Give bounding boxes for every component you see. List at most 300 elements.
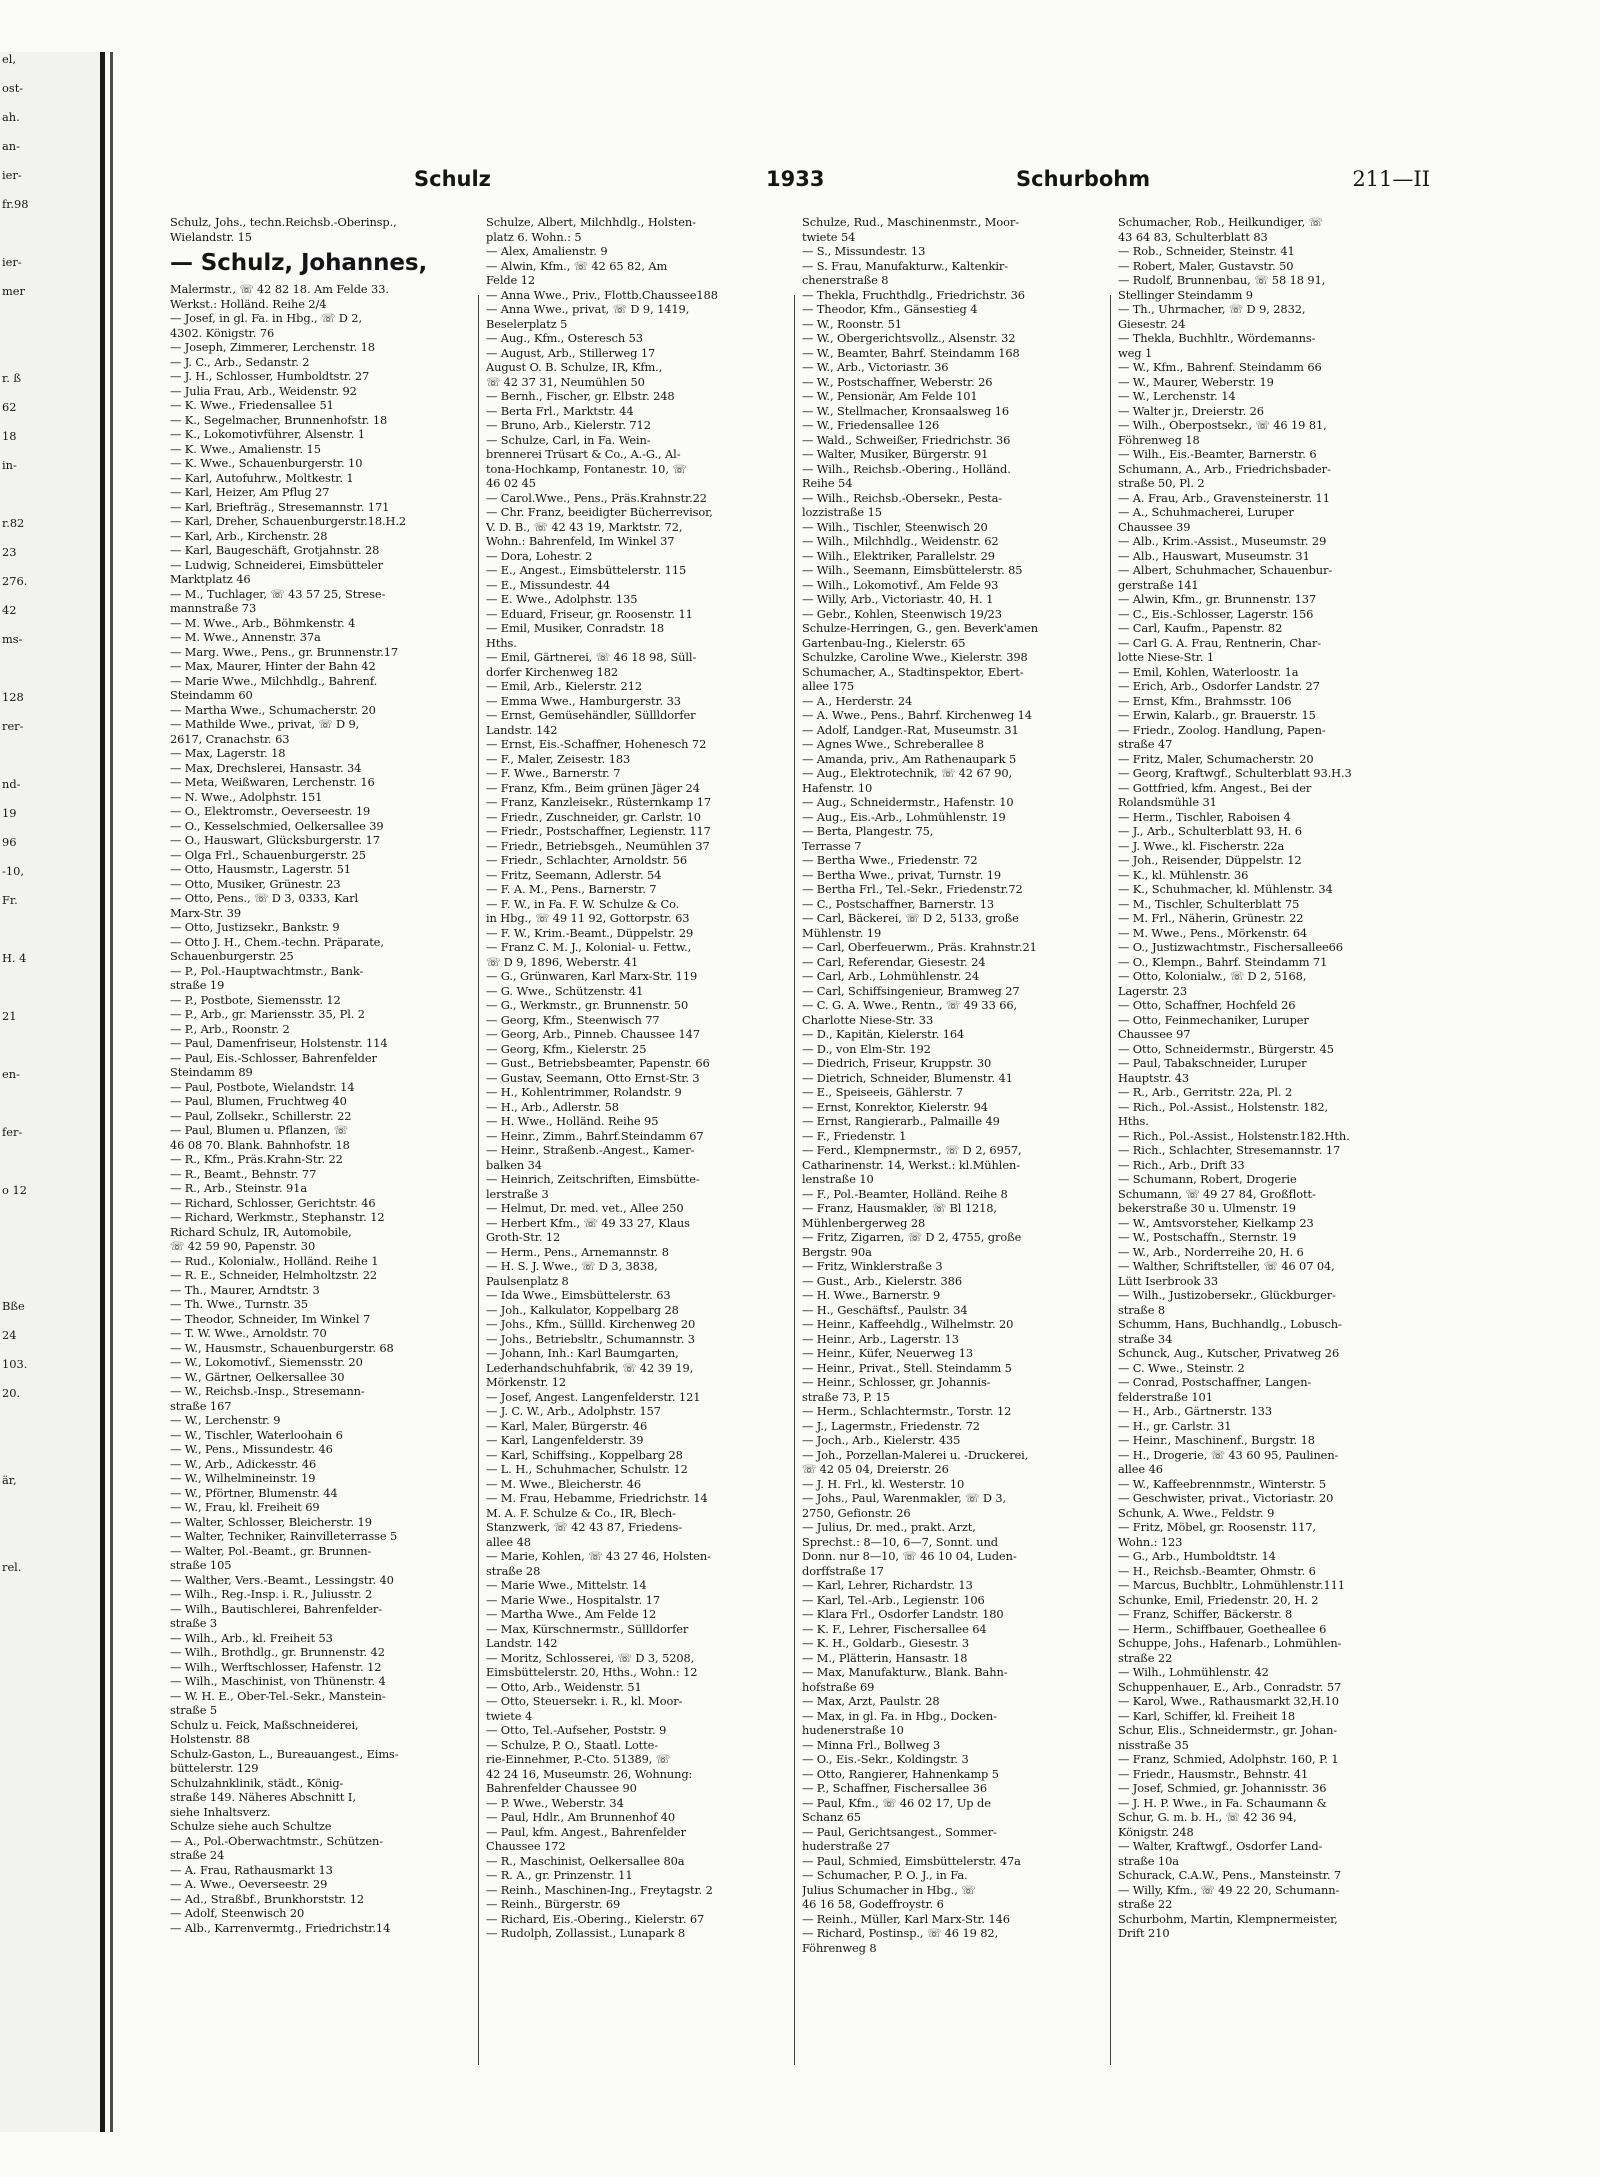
directory-entry: — Heinr., Kaffeehdlg., Wilhelmstr. 20 bbox=[802, 1317, 1014, 1331]
previous-page-fragment: rel. bbox=[2, 1560, 22, 1574]
directory-entry: — Gustav, Seemann, Otto Ernst-Str. 3 bbox=[486, 1070, 700, 1085]
directory-entry: — Heinr., Küfer, Neuerweg 13 bbox=[802, 1346, 974, 1360]
directory-entry: — J. H., Schlosser, Humboldtstr. 27 bbox=[170, 369, 370, 383]
previous-page-fragment: r. ß bbox=[2, 371, 22, 385]
directory-entry: — Karl, Maler, Bürgerstr. 46 bbox=[486, 1418, 648, 1433]
directory-entry: — Karl, Langenfelderstr. 39 bbox=[486, 1433, 644, 1447]
directory-entry: — K., kl. Mühlenstr. 36 bbox=[1118, 867, 1249, 882]
directory-entry: — J. C. W., Arb., Adolphstr. 157 bbox=[486, 1404, 661, 1418]
directory-entry: Rolandsmühle 31 bbox=[1118, 795, 1217, 809]
directory-entry: — K. F., Lehrer, Fischersallee 64 bbox=[802, 1621, 987, 1636]
directory-entry: Schumann, ☏ 49 27 84, Großflott- bbox=[1118, 1186, 1316, 1201]
previous-page-fragment bbox=[2, 980, 29, 1009]
directory-entry: — Friedr., Hausmstr., Behnstr. 41 bbox=[1118, 1766, 1309, 1781]
directory-entry: — W., Tischler, Waterloohain 6 bbox=[170, 1427, 343, 1442]
directory-entry: Schurbohm, Martin, Klempnermeister, bbox=[1118, 1911, 1338, 1926]
directory-entry: lotte Niese-Str. 1 bbox=[1118, 650, 1215, 664]
directory-entry: — Bertha Wwe., privat, Turnstr. 19 bbox=[802, 867, 1002, 882]
directory-entry: — A., Herderstr. 24 bbox=[802, 693, 913, 708]
directory-entry: — F., Maler, Zeisestr. 183 bbox=[486, 751, 631, 766]
directory-entry: Bahrenfelder Chaussee 90 bbox=[486, 1781, 637, 1795]
directory-entry: — Heinrich, Zeitschriften, Eimsbütte- bbox=[486, 1172, 700, 1186]
directory-entry: — Aug., Elektrotechnik, ☏ 42 67 90, bbox=[802, 766, 1013, 780]
directory-entry: — E. Wwe., Adolphstr. 135 bbox=[486, 592, 638, 606]
directory-entry: Schulzahnklinik, städt., König- bbox=[170, 1775, 344, 1790]
header-year: 1933 bbox=[766, 167, 825, 191]
previous-page-fragment: en- bbox=[2, 1067, 20, 1081]
directory-entry: — Adolf, Landger.-Rat, Museumstr. 31 bbox=[802, 722, 1019, 737]
directory-entry: — P., Pol.-Hauptwachtmstr., Bank- bbox=[170, 963, 364, 978]
directory-entry: — W., Frau, kl. Freiheit 69 bbox=[170, 1500, 320, 1514]
directory-entry: straße 73, P. 15 bbox=[802, 1389, 890, 1404]
previous-page-fragment: 276. bbox=[2, 574, 28, 588]
directory-entry: — Friedr., Postschaffner, Legienstr. 117 bbox=[486, 824, 711, 838]
directory-entry: Catharinenstr. 14, Werkst.: kl.Mühlen- bbox=[802, 1157, 1020, 1172]
directory-entry: — Wilh., Maschinist, von Thünenstr. 4 bbox=[170, 1674, 386, 1688]
directory-entry: Schulzke, Caroline Wwe., Kielerstr. 398 bbox=[802, 650, 1028, 664]
directory-entry: Marx-Str. 39 bbox=[170, 905, 242, 920]
directory-entry: — Wilh., Elektriker, Parallelstr. 29 bbox=[802, 548, 995, 563]
directory-entry: — Paul, Hdlr., Am Brunnenhof 40 bbox=[486, 1810, 676, 1824]
directory-entry: Steindamm 89 bbox=[170, 1065, 253, 1079]
directory-entry: Föhrenweg 8 bbox=[802, 1940, 877, 1955]
directory-entry: — Karl, Autofuhrw., Moltkestr. 1 bbox=[170, 470, 354, 485]
directory-entry: — Rich., Pol.-Assist., Holstenstr. 182, bbox=[1118, 1099, 1329, 1114]
directory-entry: Malermstr., ☏ 42 82 18. Am Felde 33. bbox=[170, 282, 389, 296]
directory-entry: — O., Hauswart, Glücksburgerstr. 17 bbox=[170, 833, 380, 847]
directory-entry: — Bertha Frl., Tel.-Sekr., Friedenstr.72 bbox=[802, 882, 1023, 896]
directory-entry: — Karl, Schiffer, kl. Freiheit 18 bbox=[1118, 1708, 1296, 1723]
directory-entry: — Aug., Eis.-Arb., Lohmühlenstr. 19 bbox=[802, 809, 1006, 824]
directory-entry: — Martha Wwe., Am Felde 12 bbox=[486, 1607, 657, 1621]
directory-entry: — A. Wwe., Pens., Bahrf. Kirchenweg 14 bbox=[802, 708, 1032, 722]
directory-entry: — Richard, Postinsp., ☏ 46 19 82, bbox=[802, 1926, 999, 1940]
directory-entry: ☏ D 9, 1896, Weberstr. 41 bbox=[486, 954, 639, 969]
directory-entry: — Karl, Heizer, Am Pflug 27 bbox=[170, 485, 330, 499]
directory-entry: — R., Maschinist, Oelkersallee 80a bbox=[486, 1853, 685, 1868]
directory-entry: — W., Pens., Missundestr. 46 bbox=[170, 1442, 333, 1456]
directory-entry: — H., Reichsb.-Beamter, Ohmstr. 6 bbox=[1118, 1563, 1316, 1578]
previous-page-fragment: fer- bbox=[2, 1125, 23, 1139]
directory-entry: — F., Friedenstr. 1 bbox=[802, 1128, 907, 1143]
directory-entry: — Paul, Gerichtsangest., Sommer- bbox=[802, 1824, 997, 1839]
directory-entry: Königstr. 248 bbox=[1118, 1824, 1194, 1839]
directory-entry: — Chr. Franz, beeidigter Bücherrevisor, bbox=[486, 505, 713, 519]
directory-entry: Schuppenhauer, E., Arb., Conradstr. 57 bbox=[1118, 1679, 1342, 1694]
directory-entry: — Paul, Damenfriseur, Holstenstr. 114 bbox=[170, 1036, 388, 1050]
previous-page-fragment bbox=[2, 313, 29, 342]
directory-entry: — Richard, Werkmstr., Stephanstr. 12 bbox=[170, 1210, 385, 1224]
directory-entry: in Hbg., ☏ 49 11 92, Gottorpstr. 63 bbox=[486, 911, 690, 925]
directory-entry: — Ernst, Rangierarb., Palmaille 49 bbox=[802, 1114, 1000, 1128]
directory-entry: twiete 4 bbox=[486, 1708, 533, 1723]
previous-page-fragment bbox=[2, 1212, 29, 1241]
directory-entry: 46 02 45 bbox=[486, 476, 536, 490]
directory-entry: — H. Wwe., Holländ. Reihe 95 bbox=[486, 1114, 659, 1128]
directory-entry: — Rich., Schlachter, Stresemannstr. 17 bbox=[1118, 1143, 1341, 1157]
directory-entry: Föhrenweg 18 bbox=[1118, 432, 1200, 447]
directory-entry: — F. Wwe., Barnerstr. 7 bbox=[486, 766, 621, 780]
directory-entry: — Alb., Karrenvermtg., Friedrichstr.14 bbox=[170, 1920, 391, 1935]
directory-entry: dorffstraße 17 bbox=[802, 1563, 884, 1578]
directory-entry: straße 8 bbox=[1118, 1302, 1166, 1317]
directory-entry: lozzistraße 15 bbox=[802, 505, 882, 519]
directory-entry: hofstraße 69 bbox=[802, 1679, 875, 1694]
previous-page-fragment: ier- bbox=[2, 168, 22, 182]
directory-entry: Hths. bbox=[1118, 1114, 1149, 1128]
directory-entry: Gartenbau-Ing., Kielerstr. 65 bbox=[802, 635, 966, 650]
directory-entry: — L. H., Schuhmacher, Schulstr. 12 bbox=[486, 1462, 688, 1476]
directory-entry: — J. H. P. Wwe., in Fa. Schaumann & bbox=[1118, 1795, 1327, 1810]
directory-entry: straße 149. Näheres Abschnitt I, bbox=[170, 1790, 356, 1804]
directory-entry: allee 175 bbox=[802, 679, 855, 693]
directory-entry: — W., Roonstr. 51 bbox=[802, 316, 902, 331]
directory-entry: — Marie Wwe., Milchhdlg., Bahrenf. bbox=[170, 673, 378, 688]
column-divider bbox=[1110, 295, 1111, 2065]
directory-entry: — Schulz, Johannes, bbox=[170, 250, 428, 276]
directory-entry: — Gebr., Kohlen, Steenwisch 19/23 bbox=[802, 606, 1002, 621]
directory-entry: — Anna Wwe., Priv., Flottb.Chaussee188 bbox=[486, 287, 718, 302]
directory-entry: — Karl, Lehrer, Richardstr. 13 bbox=[802, 1578, 973, 1592]
directory-entry: — Erwin, Kalarb., gr. Brauerstr. 15 bbox=[1118, 708, 1316, 722]
directory-entry: nisstraße 35 bbox=[1118, 1737, 1189, 1752]
directory-entry: — W., Arb., Victoriastr. 36 bbox=[802, 360, 949, 374]
directory-entry: rie-Einnehmer, P.-Cto. 51389, ☏ bbox=[486, 1752, 670, 1766]
directory-entry: — Eduard, Friseur, gr. Roosenstr. 11 bbox=[486, 606, 693, 621]
directory-entry: Schulze, Albert, Milchhdlg., Holsten- bbox=[486, 215, 696, 229]
directory-entry: — Carl, Oberfeuerwm., Präs. Krahnstr.21 bbox=[802, 940, 1037, 954]
directory-entry: Chaussee 97 bbox=[1118, 1027, 1191, 1041]
directory-entry: — Heinr., Privat., Stell. Steindamm 5 bbox=[802, 1360, 1012, 1375]
header-last-name: Schurbohm bbox=[1016, 167, 1151, 191]
directory-entry: Schulze siehe auch Schultze bbox=[170, 1819, 332, 1833]
directory-entry: Hafenstr. 10 bbox=[802, 780, 873, 795]
directory-entry: — Thekla, Buchhltr., Wördemanns- bbox=[1118, 331, 1316, 345]
directory-entry: gerstraße 141 bbox=[1118, 577, 1199, 592]
previous-page-fragment: mer bbox=[2, 284, 25, 298]
directory-entry: Sprechst.: 8—10, 6—7, Sonnt. und bbox=[802, 1534, 998, 1549]
directory-entry: — Carl G. A. Frau, Rentnerin, Char- bbox=[1118, 635, 1321, 650]
directory-entry: — Joh., Reisender, Düppelstr. 12 bbox=[1118, 853, 1302, 867]
previous-page-fragment bbox=[2, 922, 29, 951]
directory-entry: — Rob., Schneider, Steinstr. 41 bbox=[1118, 244, 1295, 258]
directory-entry: — Max, Arzt, Paulstr. 28 bbox=[802, 1694, 940, 1708]
directory-entry: straße 24 bbox=[170, 1848, 225, 1862]
directory-entry: — Walther, Schriftsteller, ☏ 46 07 04, bbox=[1118, 1259, 1335, 1273]
directory-entry: — Gust., Betriebsbeamter, Papenstr. 66 bbox=[486, 1056, 710, 1070]
directory-entry: hudenerstraße 10 bbox=[802, 1723, 904, 1737]
previous-page-fragment bbox=[2, 342, 29, 371]
directory-entry: — Richard, Schlosser, Gerichtstr. 46 bbox=[170, 1195, 376, 1210]
previous-page-edge bbox=[0, 52, 105, 2132]
directory-entry: — Herbert Kfm., ☏ 49 33 27, Klaus bbox=[486, 1215, 690, 1230]
directory-entry: — Carl, Bäckerei, ☏ D 2, 5133, große bbox=[802, 911, 1019, 925]
directory-entry: — A., Schuhmacherei, Luruper bbox=[1118, 505, 1294, 519]
directory-entry: — W., Arb., Adickesstr. 46 bbox=[170, 1456, 317, 1471]
directory-entry: — Emil, Musiker, Conradstr. 18 bbox=[486, 621, 665, 635]
column-divider bbox=[794, 295, 795, 2065]
previous-page-fragment: fr.98 bbox=[2, 197, 29, 211]
directory-entry: — Klara Frl., Osdorfer Landstr. 180 bbox=[802, 1607, 1004, 1621]
directory-entry: Felde 12 bbox=[486, 273, 536, 287]
directory-entry: Schulze, Rud., Maschinenmstr., Moor- bbox=[802, 215, 1019, 229]
directory-entry: — Rich., Arb., Drift 33 bbox=[1118, 1157, 1245, 1172]
directory-entry: Drift 210 bbox=[1118, 1926, 1170, 1940]
directory-entry: — Albert, Schuhmacher, Schauenbur- bbox=[1118, 563, 1333, 577]
directory-entry: — Th., Maurer, Arndtstr. 3 bbox=[170, 1282, 320, 1297]
directory-entry: Wielandstr. 15 bbox=[170, 229, 252, 244]
previous-page-fragment: Fr. bbox=[2, 893, 18, 907]
directory-entry: — Paul, Zollsekr., Schillerstr. 22 bbox=[170, 1108, 352, 1123]
previous-page-fragment: 96 bbox=[2, 835, 17, 849]
directory-entry: — Alb., Hauswart, Museumstr. 31 bbox=[1118, 548, 1310, 563]
previous-page-fragment: 62 bbox=[2, 400, 17, 414]
previous-page-fragment: 128 bbox=[2, 690, 24, 704]
previous-page-fragment: ms- bbox=[2, 632, 23, 646]
directory-entry: — W., Kaffeebrennmstr., Winterstr. 5 bbox=[1118, 1476, 1326, 1491]
directory-entry: — K. Wwe., Schauenburgerstr. 10 bbox=[170, 456, 363, 470]
directory-entry: Schauenburgerstr. 25 bbox=[170, 949, 294, 963]
directory-entry: Wohn.: 123 bbox=[1118, 1534, 1183, 1549]
directory-entry: — Paul, Blumen u. Pflanzen, ☏ bbox=[170, 1123, 348, 1137]
directory-entry: — Karl, Briefträg., Stresemannstr. 171 bbox=[170, 499, 390, 514]
directory-entry: — J. Wwe., kl. Fischerstr. 22a bbox=[1118, 838, 1285, 853]
previous-page-fragment: ah. bbox=[2, 110, 20, 124]
directory-entry: — K., Lokomotivführer, Alsenstr. 1 bbox=[170, 427, 365, 441]
directory-entry: — Otto, Hausmstr., Lagerstr. 51 bbox=[170, 862, 351, 876]
directory-entry: — K., Schuhmacher, kl. Mühlenstr. 34 bbox=[1118, 882, 1333, 896]
directory-entry: — H., Arb., Gärtnerstr. 133 bbox=[1118, 1404, 1272, 1418]
directory-entry: — W., Obergerichtsvollz., Alsenstr. 32 bbox=[802, 331, 1016, 345]
directory-entry: Beselerplatz 5 bbox=[486, 316, 568, 331]
directory-entry: — Georg, Kraftwgf., Schulterblatt 93.H.3 bbox=[1118, 766, 1352, 780]
directory-entry: ☏ 42 37 31, Neumühlen 50 bbox=[486, 374, 645, 389]
directory-entry: — Otto, Musiker, Grünestr. 23 bbox=[170, 876, 341, 891]
directory-entry: — D., von Elm-Str. 192 bbox=[802, 1041, 931, 1056]
directory-entry: ☏ 42 59 90, Papenstr. 30 bbox=[170, 1239, 316, 1253]
column-2 bbox=[486, 215, 786, 2055]
directory-entry: — O., Elektromstr., Oeverseestr. 19 bbox=[170, 804, 371, 818]
directory-entry: — Ernst, Konrektor, Kielerstr. 94 bbox=[802, 1099, 988, 1114]
previous-page-fragment: Bße bbox=[2, 1299, 25, 1313]
directory-entry: Chaussee 39 bbox=[1118, 519, 1191, 534]
directory-entry: — Schumacher, P. O. J., in Fa. bbox=[802, 1868, 968, 1882]
directory-entry: — Franz, Kanzleisekr., Rüsternkamp 17 bbox=[486, 795, 711, 809]
directory-entry: straße 3 bbox=[170, 1616, 218, 1630]
directory-entry: — Karol, Wwe., Rathausmarkt 32,H.10 bbox=[1118, 1694, 1339, 1708]
directory-entry: Schulz, Johs., techn.Reichsb.-Oberinsp., bbox=[170, 215, 397, 229]
directory-entry: — Wilh., Justizobersekr., Glückburger- bbox=[1118, 1288, 1336, 1302]
directory-entry: — W., Amtsvorsteher, Kielkamp 23 bbox=[1118, 1215, 1314, 1230]
directory-entry: — Reinh., Maschinen-Ing., Freytagstr. 2 bbox=[486, 1882, 713, 1897]
previous-page-fragment bbox=[2, 748, 29, 777]
directory-entry: — Marie Wwe., Mittelstr. 14 bbox=[486, 1578, 647, 1592]
directory-entry: — Otto, Arb., Weidenstr. 51 bbox=[486, 1679, 642, 1694]
directory-entry: — Adolf, Steenwisch 20 bbox=[170, 1906, 305, 1920]
directory-entry: — H., Geschäftsf., Paulstr. 34 bbox=[802, 1302, 968, 1317]
previous-page-fragment: 23 bbox=[2, 545, 17, 559]
directory-entry: — Carl, Arb., Lohmühlenstr. 24 bbox=[802, 969, 979, 983]
directory-entry: — Erich, Arb., Osdorfer Landstr. 27 bbox=[1118, 679, 1320, 693]
directory-entry: — Fritz, Möbel, gr. Roosenstr. 117, bbox=[1118, 1520, 1316, 1534]
directory-entry: — W., Arb., Norderreihe 20, H. 6 bbox=[1118, 1244, 1304, 1259]
directory-entry: — Theodor, Schneider, Im Winkel 7 bbox=[170, 1311, 371, 1326]
directory-entry: Lederhandschuhfabrik, ☏ 42 39 19, bbox=[486, 1360, 694, 1375]
directory-entry: — Paul, Eis.-Schlosser, Bahrenfelder bbox=[170, 1050, 377, 1065]
previous-page-fragment: el, bbox=[2, 52, 17, 66]
directory-entry: Schulze-Herringen, G., gen. Beverk'amen bbox=[802, 621, 1038, 635]
directory-entry: — O., Justizwachtmstr., Fischersallee66 bbox=[1118, 940, 1343, 954]
directory-entry: — Paul, Tabakschneider, Luruper bbox=[1118, 1056, 1307, 1070]
previous-page-fragment: o 12 bbox=[2, 1183, 27, 1197]
directory-entry: — Julius, Dr. med., prakt. Arzt, bbox=[802, 1520, 976, 1534]
directory-entry: Hths. bbox=[486, 635, 517, 650]
directory-columns bbox=[170, 215, 1430, 2055]
directory-entry: — E., Angest., Eimsbüttelerstr. 115 bbox=[486, 563, 687, 577]
directory-entry: — O., Eis.-Sekr., Koldingstr. 3 bbox=[802, 1752, 969, 1766]
previous-page-fragments bbox=[2, 52, 29, 1589]
directory-entry: — Meta, Weißwaren, Lerchenstr. 16 bbox=[170, 775, 375, 789]
directory-entry: allee 46 bbox=[1118, 1462, 1163, 1476]
directory-entry: Schanz 65 bbox=[802, 1810, 861, 1824]
gutter-line bbox=[110, 52, 113, 2132]
directory-entry: — F., Pol.-Beamter, Holländ. Reihe 8 bbox=[802, 1186, 1008, 1201]
directory-entry: Schuppe, Johs., Hafenarb., Lohmühlen- bbox=[1118, 1636, 1342, 1650]
directory-entry: — C. G. A. Wwe., Rentn., ☏ 49 33 66, bbox=[802, 998, 1018, 1012]
directory-entry: Schumacher, Rob., Heilkundiger, ☏ bbox=[1118, 215, 1323, 229]
directory-entry: — J., Lagermstr., Friedenstr. 72 bbox=[802, 1418, 980, 1433]
directory-entry: Paulsenplatz 8 bbox=[486, 1273, 569, 1288]
directory-entry: — Karl, Arb., Kirchenstr. 28 bbox=[170, 528, 328, 543]
directory-entry: — Joch., Arb., Kielerstr. 435 bbox=[802, 1433, 961, 1447]
directory-entry: — Fritz, Zigarren, ☏ D 2, 4755, große bbox=[802, 1230, 1022, 1244]
directory-entry: — Johs., Paul, Warenmakler, ☏ D 3, bbox=[802, 1491, 1007, 1505]
header-page-number: 211—II bbox=[1352, 167, 1430, 191]
directory-entry: — Emil, Gärtnerei, ☏ 46 18 98, Süll- bbox=[486, 650, 697, 664]
directory-entry: — Walther, Vers.-Beamt., Lessingstr. 40 bbox=[170, 1572, 394, 1587]
directory-entry: — Georg, Kfm., Kielerstr. 25 bbox=[486, 1041, 647, 1056]
directory-entry: — Herm., Tischler, Raboisen 4 bbox=[1118, 809, 1291, 824]
directory-entry: — Otto, Feinmechaniker, Luruper bbox=[1118, 1012, 1309, 1027]
previous-page-fragment bbox=[2, 661, 29, 690]
directory-entry: — M. Wwe., Arb., Böhmkenstr. 4 bbox=[170, 615, 356, 630]
directory-entry: — M. Wwe., Annenstr. 37a bbox=[170, 630, 321, 644]
directory-entry: — Rich., Pol.-Assist., Holstenstr.182.Hth. bbox=[1118, 1128, 1350, 1143]
directory-entry: V. D. B., ☏ 42 43 19, Marktstr. 72, bbox=[486, 519, 683, 534]
directory-entry: — C., Postschaffner, Barnerstr. 13 bbox=[802, 896, 995, 911]
directory-entry: — R., Beamt., Behnstr. 77 bbox=[170, 1166, 317, 1181]
directory-entry: felderstraße 101 bbox=[1118, 1389, 1213, 1404]
directory-entry: — K. H., Goldarb., Giesestr. 3 bbox=[802, 1636, 970, 1650]
column-3 bbox=[802, 215, 1102, 2055]
directory-entry: — H., gr. Carlstr. 31 bbox=[1118, 1418, 1232, 1433]
directory-entry: Holstenstr. 88 bbox=[170, 1732, 250, 1746]
directory-entry: — M. Wwe., Pens., Mörkenstr. 64 bbox=[1118, 925, 1308, 940]
directory-entry: — Otto, Schneidermstr., Bürgerstr. 45 bbox=[1118, 1041, 1334, 1056]
directory-entry: — Willy, Arb., Victoriastr. 40, H. 1 bbox=[802, 592, 994, 606]
directory-entry: lerstraße 3 bbox=[486, 1186, 549, 1201]
previous-page-fragment: H. 4 bbox=[2, 951, 27, 965]
directory-entry: straße 105 bbox=[170, 1558, 232, 1572]
directory-entry: — Robert, Maler, Gustavstr. 50 bbox=[1118, 258, 1294, 273]
directory-entry: siehe Inhaltsverz. bbox=[170, 1804, 271, 1819]
directory-entry: — Otto, Pens., ☏ D 3, 0333, Karl bbox=[170, 891, 359, 905]
directory-entry: — J. C., Arb., Sedanstr. 2 bbox=[170, 354, 310, 369]
previous-page-fragment bbox=[2, 1270, 29, 1299]
directory-entry: straße 34 bbox=[1118, 1331, 1173, 1346]
directory-entry: — Joh., Kalkulator, Koppelbarg 28 bbox=[486, 1302, 679, 1317]
directory-entry: Lütt Iserbrook 33 bbox=[1118, 1273, 1218, 1288]
directory-entry: — Heinr., Zimm., Bahrf.Steindamm 67 bbox=[486, 1128, 704, 1143]
directory-entry: — C. Wwe., Steinstr. 2 bbox=[1118, 1360, 1245, 1375]
directory-entry: dorfer Kirchenweg 182 bbox=[486, 664, 619, 679]
directory-entry: — F. W., in Fa. F. W. Schulze & Co. bbox=[486, 896, 680, 911]
directory-entry: — Anna Wwe., privat, ☏ D 9, 1419, bbox=[486, 302, 690, 316]
directory-entry: — O., Klempn., Bahrf. Steindamm 71 bbox=[1118, 954, 1328, 969]
directory-entry: Schumacher, A., Stadtinspektor, Ebert- bbox=[802, 664, 1024, 679]
directory-entry: M. A. F. Schulze & Co., IR, Blech- bbox=[486, 1505, 676, 1520]
directory-entry: — Walter, Techniker, Rainvilleterrasse 5 bbox=[170, 1529, 398, 1543]
directory-entry: — W., Wilhelmineinstr. 19 bbox=[170, 1471, 316, 1485]
directory-entry: — Emil, Arb., Kielerstr. 212 bbox=[486, 679, 643, 693]
directory-entry: — M. Frl., Näherin, Grünestr. 22 bbox=[1118, 911, 1304, 925]
directory-entry: straße 19 bbox=[170, 978, 225, 992]
directory-entry: Landstr. 142 bbox=[486, 722, 558, 737]
directory-page bbox=[170, 140, 1430, 2060]
directory-entry: — Gottfried, kfm. Angest., Bei der bbox=[1118, 780, 1312, 795]
directory-entry: straße 47 bbox=[1118, 737, 1173, 751]
directory-entry: — Franz, Kfm., Beim grünen Jäger 24 bbox=[486, 780, 700, 795]
column-divider bbox=[478, 295, 479, 2065]
directory-entry: — Walter, Schlosser, Bleicherstr. 19 bbox=[170, 1514, 372, 1529]
directory-entry: Lagerstr. 23 bbox=[1118, 983, 1187, 998]
directory-entry: — W. H. E., Ober-Tel.-Sekr., Manstein- bbox=[170, 1688, 386, 1703]
directory-entry: — Herm., Pens., Arnemannstr. 8 bbox=[486, 1244, 669, 1259]
directory-entry: — Carl, Referendar, Giesestr. 24 bbox=[802, 954, 986, 969]
directory-entry: — P. Wwe., Weberstr. 34 bbox=[486, 1795, 624, 1810]
directory-entry: — Paul, Blumen, Fruchtweg 40 bbox=[170, 1094, 347, 1108]
directory-entry: straße 10a bbox=[1118, 1853, 1179, 1868]
directory-entry: Schurack, C.A.W., Pens., Mansteinstr. 7 bbox=[1118, 1868, 1342, 1882]
directory-entry: — Otto, Kolonialw., ☏ D 2, 5168, bbox=[1118, 969, 1307, 983]
previous-page-fragment: -10, bbox=[2, 864, 24, 878]
directory-entry: — Max, Drechslerei, Hansastr. 34 bbox=[170, 760, 362, 775]
directory-entry: — Amanda, priv., Am Rathenaupark 5 bbox=[802, 751, 1017, 766]
directory-entry: Schunk, A. Wwe., Feldstr. 9 bbox=[1118, 1505, 1275, 1520]
directory-entry: — Fritz, Maler, Schumacherstr. 20 bbox=[1118, 751, 1314, 766]
previous-page-fragment bbox=[2, 1241, 29, 1270]
directory-entry: — Alwin, Kfm., gr. Brunnenstr. 137 bbox=[1118, 592, 1317, 606]
directory-entry: — Franz, Hausmakler, ☏ Bl 1218, bbox=[802, 1201, 997, 1215]
directory-entry: — Wilh., Lohmühlenstr. 42 bbox=[1118, 1665, 1269, 1679]
directory-entry: lenstraße 10 bbox=[802, 1172, 874, 1186]
previous-page-fragment bbox=[2, 487, 29, 516]
directory-entry: — A. Frau, Rathausmarkt 13 bbox=[170, 1862, 333, 1877]
directory-entry: — R., Arb., Steinstr. 91a bbox=[170, 1181, 308, 1195]
directory-entry: brennerei Trüsart & Co., A.-G., Al- bbox=[486, 447, 681, 461]
directory-entry: — Ernst, Kfm., Brahmsstr. 106 bbox=[1118, 693, 1292, 708]
directory-entry: — Heinr., Arb., Lagerstr. 13 bbox=[802, 1331, 959, 1346]
directory-entry: — Geschwister, privat., Victoriastr. 20 bbox=[1118, 1491, 1334, 1505]
directory-entry: — N. Wwe., Adolphstr. 151 bbox=[170, 789, 323, 804]
directory-entry: — Herm., Schlachtermstr., Torstr. 12 bbox=[802, 1404, 1012, 1418]
directory-entry: — Reinh., Bürgerstr. 69 bbox=[486, 1897, 621, 1911]
directory-entry: — Heinr., Straßenb.-Angest., Kamer- bbox=[486, 1143, 695, 1157]
directory-entry: — W., Friedensallee 126 bbox=[802, 418, 940, 432]
directory-entry: — W., Lerchenstr. 9 bbox=[170, 1413, 281, 1427]
directory-entry: — Max, Manufakturw., Blank. Bahn- bbox=[802, 1665, 1008, 1679]
directory-entry: — W., Gärtner, Oelkersallee 30 bbox=[170, 1369, 345, 1384]
